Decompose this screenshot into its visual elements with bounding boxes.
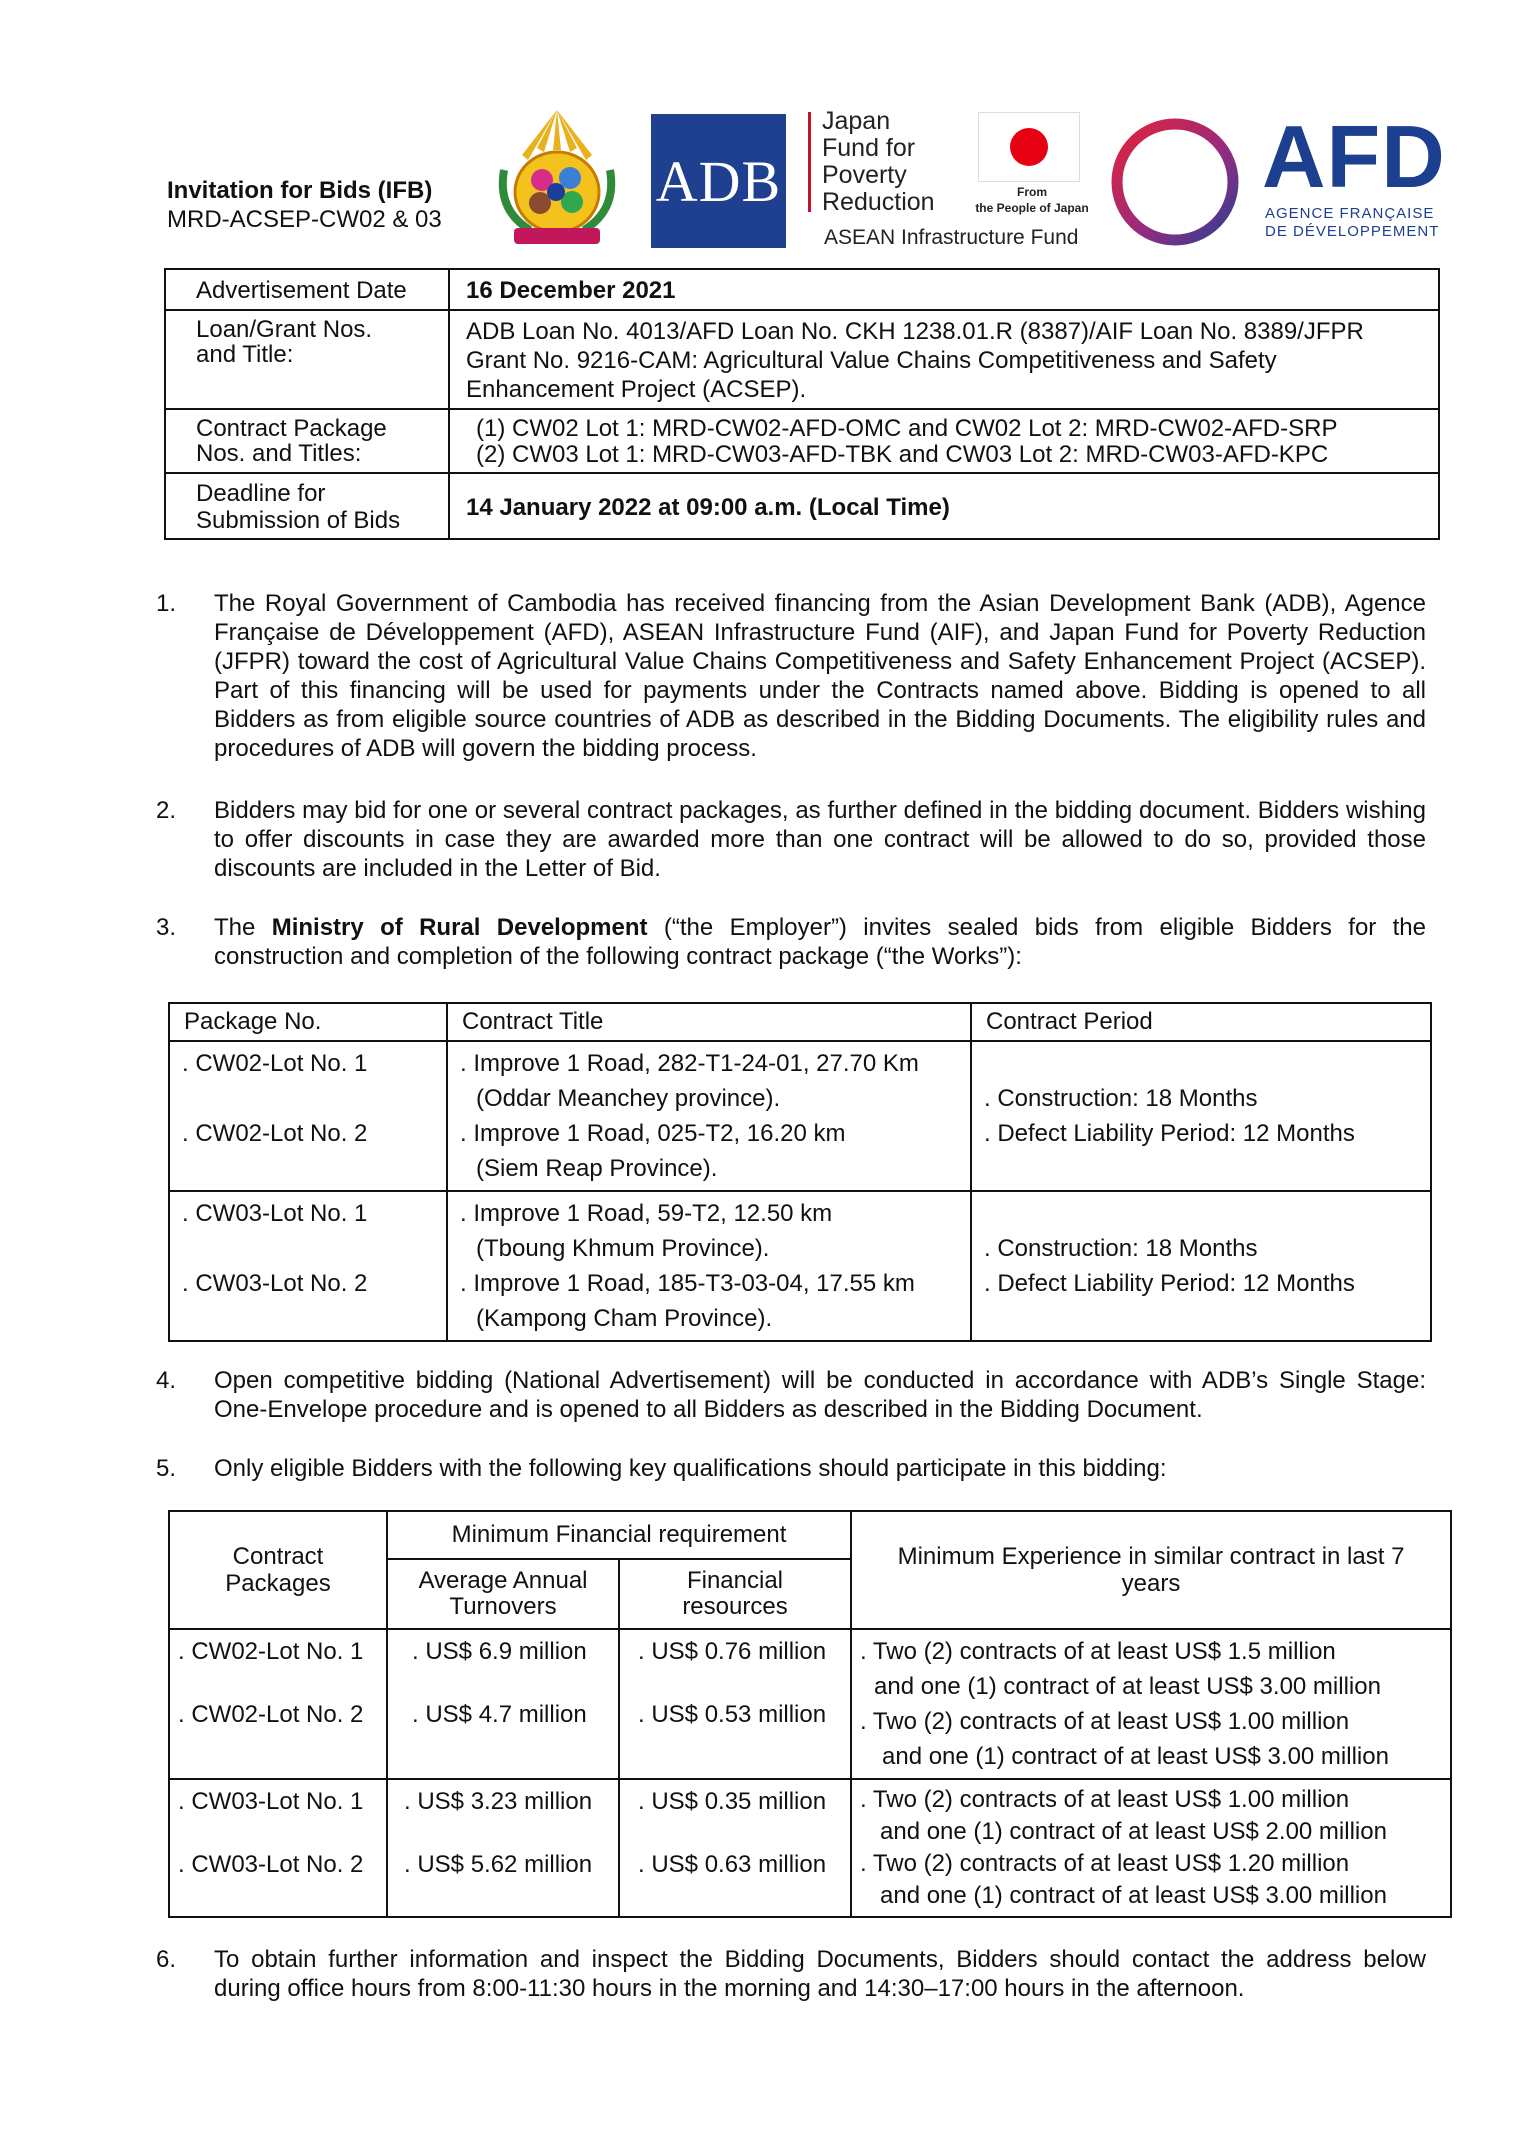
package-cell: . CW02-Lot No. 1 . CW02-Lot No. 2 <box>169 1629 387 1779</box>
column-header: Minimum Experience in similar contract in last 7 years <box>851 1511 1451 1629</box>
japan-flag-logo <box>978 112 1080 182</box>
package-cell: . CW02-Lot No. 1 . CW02-Lot No. 2 <box>169 1041 447 1191</box>
jfpr-line: Japan <box>822 107 891 135</box>
info-value: 16 December 2021 <box>449 269 1439 310</box>
turnover-cell: . US$ 3.23 million . US$ 5.62 million <box>387 1779 619 1917</box>
info-label: Loan/Grant Nos. and Title: <box>165 310 449 409</box>
paragraph-number: 3. <box>156 914 177 941</box>
info-value-line: (2) CW03 Lot 1: MRD-CW03-AFD-TBK and CW03 Lot 2: MRD-CW03-AFD-KPC <box>476 441 1329 468</box>
paragraph-6 <box>156 1945 1426 2005</box>
info-value-line: (1) CW02 Lot 1: MRD-CW02-AFD-OMC and CW02 Lot 2: MRD-CW02-AFD-SRP <box>476 415 1338 442</box>
paragraph-1 <box>156 589 1426 769</box>
info-table <box>164 268 1440 540</box>
title-cell: . Improve 1 Road, 282-T1-24-01, 27.70 Km (Oddar Meanchey province). . Improve 1 Road, 025-T2, 16.20 km (Siem Reap Province). <box>447 1041 971 1191</box>
column-header: Minimum Financial requirement <box>387 1511 851 1559</box>
package-cell: . CW03-Lot No. 1 . CW03-Lot No. 2 <box>169 1779 387 1917</box>
info-value: 14 January 2022 at 09:00 a.m. (Local Time) <box>449 473 1439 539</box>
experience-cell: . Two (2) contracts of at least US$ 1.5 million and one (1) contract of at least US$ 3.00 million . Two (2) contracts of at least US$ 1.00 million and one (1) contract of at least US$ 3.00 million <box>851 1629 1451 1779</box>
info-label: Contract Package Nos. and Titles: <box>165 409 449 473</box>
table-row <box>169 1191 1431 1341</box>
paragraph-5 <box>156 1454 1426 1484</box>
jfpr-line: Reduction <box>822 188 935 216</box>
aif-label: ASEAN Infrastructure Fund <box>824 226 1079 249</box>
paragraph-text: To obtain further information and inspect the Bidding Documents, Bidders should contact the address below during office hours from 8:00-11:30 hours in the morning and 14:30–17:00 hours in the afternoon. <box>214 1946 1426 2002</box>
paragraph-2 <box>156 796 1426 886</box>
info-value <box>449 409 1439 473</box>
info-row-contract-packages <box>165 409 1439 473</box>
document-header <box>167 176 442 234</box>
resources-cell: . US$ 0.35 million . US$ 0.63 million <box>619 1779 851 1917</box>
paragraph-text: The Ministry of Rural Development (“the Employer”) invites sealed bids from eligible Bidders for the construction and completion of the following contract package (“the Works”): <box>214 914 1427 970</box>
resources-cell: . US$ 0.76 million . US$ 0.53 million <box>619 1629 851 1779</box>
paragraph-number: 6. <box>156 1946 177 1973</box>
turnover-cell: . US$ 6.9 million . US$ 4.7 million <box>387 1629 619 1779</box>
table-row <box>169 1779 1451 1917</box>
adb-logo: ADB <box>651 114 786 248</box>
paragraph-text: Open competitive bidding (National Advertisement) will be conducted in accordance with ADB’s Single Stage: One-Envelope procedure and is opened to all Bidders as described in the Bidding Document. <box>214 1367 1426 1423</box>
period-cell: . Construction: 18 Months . Defect Liability Period: 12 Months <box>971 1191 1431 1341</box>
table-row <box>169 1041 1431 1191</box>
qualifications-table <box>168 1510 1452 1918</box>
document-title: Invitation for Bids (IFB) <box>167 177 433 204</box>
paragraph-3 <box>156 913 1426 973</box>
paragraph-number: 2. <box>156 797 177 824</box>
jfpr-line: Poverty <box>822 161 907 189</box>
jfpr-line: Fund for <box>822 134 916 162</box>
column-header: Package No. <box>169 1003 447 1041</box>
paragraph-text: Bidders may bid for one or several contract packages, as further defined in the bidding document. Bidders wishing to offer discounts in case they are awarded more than one contract will be allowed to do so, provided those discounts are included in the Letter of Bid. <box>214 797 1426 882</box>
column-header: Contract Packages <box>169 1511 387 1629</box>
contract-packages-table <box>168 1002 1432 1342</box>
column-header: Average Annual Turnovers <box>387 1559 619 1629</box>
column-header: Contract Period <box>971 1003 1431 1041</box>
column-header: Contract Title <box>447 1003 971 1041</box>
paragraph-text: The Royal Government of Cambodia has received financing from the Asian Development Bank (ADB), Agence Française de Développement (AFD), ASEAN Infrastructure Fund (AIF), and Japan Fund for Poverty Reduction (JFPR) toward the cost of Agricultural Value Chains Competitiveness and Safety Enhancement Project (ACSEP). Part of this financing will be used for payments under the Contracts named above. Bidding is opened to all Bidders as from eligible source countries of ADB as described in the Bidding Documents. The eligibility rules and procedures of ADB will govern the bidding process. <box>214 590 1426 762</box>
table-header-row <box>169 1511 1451 1559</box>
table-header-row <box>169 1003 1431 1041</box>
paragraph-number: 5. <box>156 1455 177 1482</box>
info-row-deadline <box>165 473 1439 539</box>
info-row-loan-grant <box>165 310 1439 409</box>
afd-logo-subtitle: AGENCE FRANÇAISE DE DÉVELOPPEMENT <box>1265 205 1440 240</box>
info-label: Advertisement Date <box>165 269 449 310</box>
info-label: Deadline for Submission of Bids <box>165 473 449 539</box>
paragraph-number: 4. <box>156 1367 177 1394</box>
employer-name: Ministry of Rural Development <box>271 914 648 941</box>
period-cell: . Construction: 18 Months . Defect Liability Period: 12 Months <box>971 1041 1431 1191</box>
paragraph-4 <box>156 1366 1426 1426</box>
title-cell: . Improve 1 Road, 59-T2, 12.50 km (Tboung Khmum Province). . Improve 1 Road, 185-T3-03-04, 17.55 km (Kampong Cham Province). <box>447 1191 971 1341</box>
info-row-advertisement-date <box>165 269 1439 310</box>
table-row <box>169 1629 1451 1779</box>
paragraph-number: 1. <box>156 590 177 617</box>
package-cell: . CW03-Lot No. 1 . CW03-Lot No. 2 <box>169 1191 447 1341</box>
column-header: Financial resources <box>619 1559 851 1629</box>
info-value: ADB Loan No. 4013/AFD Loan No. CKH 1238.01.R (8387)/AIF Loan No. 8389/JFPR Grant No. 9216-CAM: Agricultural Value Chains Competitiveness and Safety Enhancement Project (ACSEP). <box>449 310 1439 409</box>
afd-logo-text: AFD <box>1262 107 1446 206</box>
experience-cell: . Two (2) contracts of at least US$ 1.00 million and one (1) contract of at least US$ 2.00 million . Two (2) contracts of at least US$ 1.20 million and one (1) contract of at least US$ 3.00 million <box>851 1779 1451 1917</box>
japan-caption: From the People of Japan <box>975 185 1089 215</box>
document-reference: MRD-ACSEP-CW02 & 03 <box>167 206 442 233</box>
afd-ring-logo <box>1105 112 1245 252</box>
cambodia-emblem-logo <box>482 100 632 255</box>
paragraph-text: Only eligible Bidders with the following key qualifications should participate in this bidding: <box>214 1455 1167 1482</box>
